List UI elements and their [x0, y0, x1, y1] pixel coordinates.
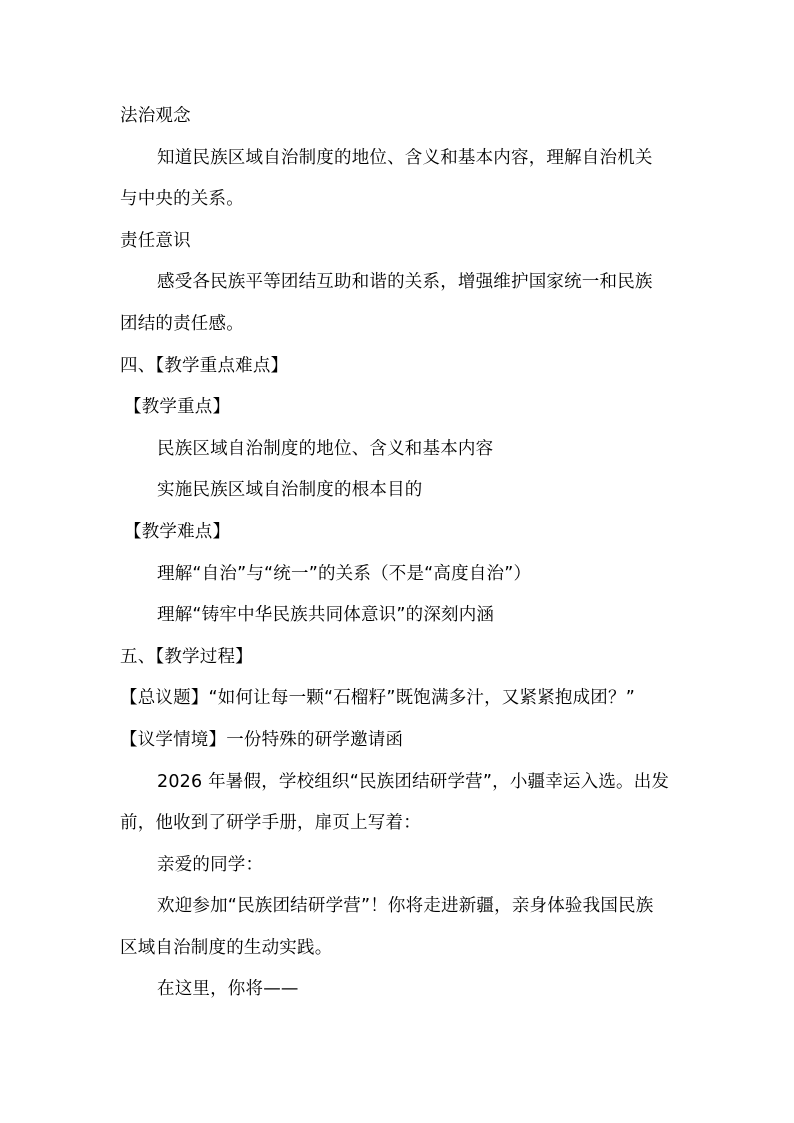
scenario-heading: 【议学情境】一份特殊的研学邀请函: [120, 729, 404, 750]
paragraph-line: 前，他收到了研学手册，扉页上写着：: [120, 813, 421, 834]
section-heading-teaching-process: 五、【教学过程】: [120, 646, 253, 667]
section-heading-key-difficult-points: 四、【教学重点难点】: [120, 355, 289, 376]
paragraph-line: 感受各民族平等团结互助和谐的关系，增强维护国家统一和民族: [157, 272, 653, 293]
subheading-difficult-points: 【教学难点】: [124, 521, 231, 542]
paragraph-line: 在这里，你将——: [157, 979, 299, 1000]
list-item: 理解“铸牢中华民族共同体意识”的深刻内涵: [157, 605, 495, 626]
paragraph-line: 区域自治制度的生动实践。: [120, 937, 333, 958]
paragraph-line: 2026 年暑假，学校组织“民族团结研学营”，小疆幸运入选。出发: [157, 771, 670, 792]
paragraph-line: 欢迎参加“民族团结研学营”！你将走进新疆，亲身体验我国民族: [157, 896, 654, 917]
letter-salutation: 亲爱的同学：: [157, 854, 264, 875]
paragraph-line: 与中央的关系。: [120, 189, 244, 210]
list-item: 理解“自治”与“统一”的关系（不是“高度自治”）: [157, 563, 532, 584]
section-heading-responsibility: 责任意识: [120, 230, 191, 251]
subheading-key-points: 【教学重点】: [124, 397, 231, 418]
paragraph-line: 团结的责任感。: [120, 313, 244, 334]
overall-topic: 【总议题】“如何让每一颗“石榴籽”既饱满多汁，又紧紧抱成团？”: [120, 688, 635, 709]
paragraph-line: 知道民族区域自治制度的地位、含义和基本内容，理解自治机关: [157, 147, 653, 168]
list-item: 民族区域自治制度的地位、含义和基本内容: [157, 438, 494, 459]
list-item: 实施民族区域自治制度的根本目的: [157, 480, 423, 501]
document-body: [120, 96, 680, 1011]
section-heading-rule-of-law: 法治观念: [120, 106, 191, 126]
